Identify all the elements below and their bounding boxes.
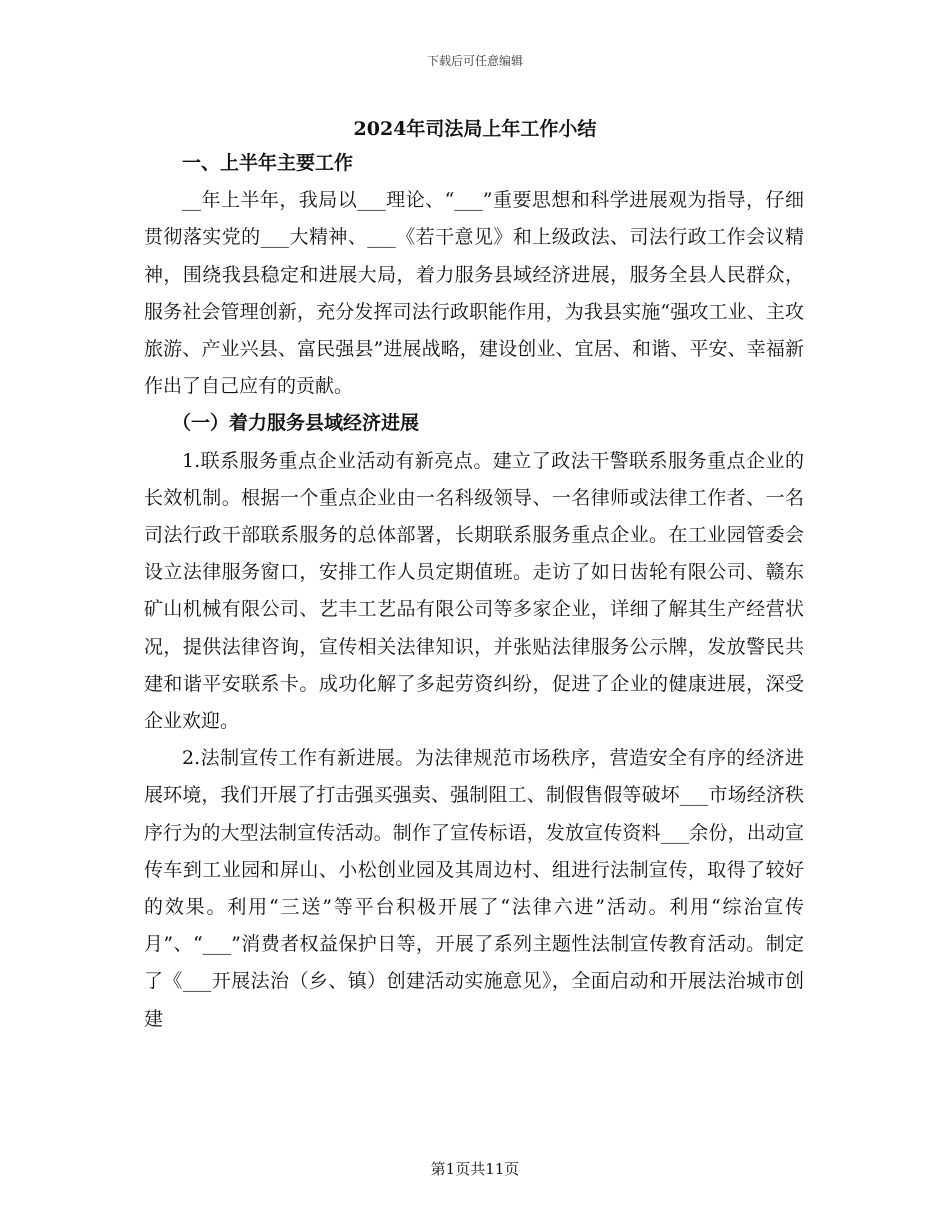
document-body — [144, 145, 804, 1038]
section-heading: 一、上半年主要工作 — [182, 152, 354, 174]
intro-paragraph: __年上半年，我局以___理论、“___”重要思想和科学进展观为指导，仔细贯彻落实党的___大精神、___《若干意见》和上级政法、司法行政工作会议精神，围绕我县稳定和进展大局，着力服务县域经济进展，服务全县人民群众，服务社会管理创新，充分发挥司法行政职能作用，为我县实施“强攻工业、主攻旅游、产业兴县、富民强县”进展战略，建设创业、宜居、和谐、平安、幸福新作出了自己应有的贡献。 — [144, 189, 804, 398]
page-number: 第1页共11页 — [430, 1160, 520, 1178]
document-title: 2024年司法局上年工作小结 — [353, 118, 597, 140]
item-2-paragraph: 2.法制宣传工作有新进展。为法律规范市场秩序，营造安全有序的经济进展环境，我们开展了打击强买强卖、强制阻工、制假售假等破坏___市场经济秩序行为的大型法制宣传活动。制作了宣传标语，发放宣传资料___余份，出动宣传车到工业园和屏山、小松创业园及其周边村、组进行法制宣传，取得了较好的效果。利用“三送”等平台积极开展了“法律六进”活动。利用“综治宣传月”、“___”消费者权益保护日等，开展了系列主题性法制宣传教育活动。制定了《___开展法治（乡、镇）创建活动实施意见》，全面启动和开展法治城市创建 — [144, 747, 804, 1030]
page-header-note: 下载后可任意编辑 — [426, 54, 523, 68]
subsection-heading: （一）着力服务县域经济进展 — [172, 412, 420, 435]
item-1-paragraph: 1.联系服务重点企业活动有新亮点。建立了政法干警联系服务重点企业的长效机制。根据一个重点企业由一名科级领导、一名律师或法律工作者、一名司法行政干部联系服务的总体部署，长期联系服务重点企业。在工业园管委会设立法律服务窗口，安排工作人员定期值班。走访了如日齿轮有限公司、赣东矿山机械有限公司、艺丰工艺品有限公司等多家企业，详细了解其生产经营状况，提供法律咨询，宣传相关法律知识，并张贴法律服务公示牌，发放警民共建和谐平安联系卡。成功化解了多起劳资纠纷，促进了企业的健康进展，深受企业欢迎。 — [144, 449, 804, 733]
